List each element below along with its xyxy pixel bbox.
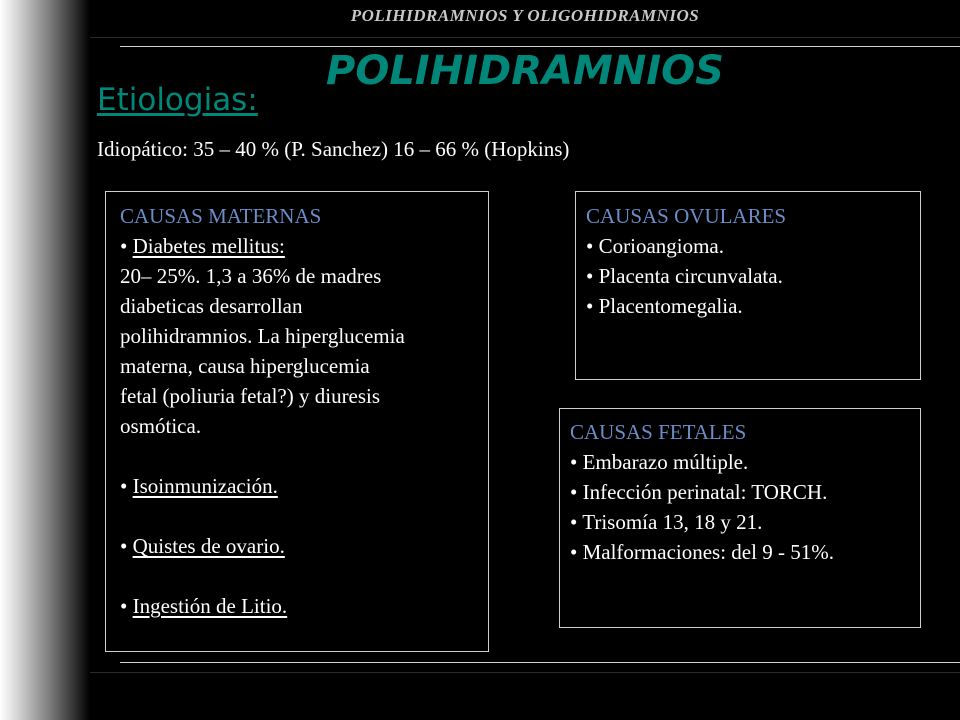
maternas-item [120, 531, 478, 561]
bullet: • [570, 480, 578, 504]
diabetes-text-line: fetal (poliuria fetal?) y diuresis [120, 384, 381, 408]
diabetes-text-line: diabeticas desarrollan [120, 294, 303, 318]
idiopathic-line: Idiopático: 35 – 40 % (P. Sanchez) 16 – 66 % (Hopkins) [97, 137, 570, 161]
diabetes-text-line: 20– 25%. 1,3 a 36% de madres [120, 264, 382, 288]
diabetes-label: Diabetes mellitus: [132, 234, 285, 258]
ovulares-heading: CAUSAS OVULARES [586, 204, 787, 228]
slide-title: POLIHIDRAMNIOS [326, 48, 724, 94]
ovulares-item [586, 291, 910, 321]
bottom-divider-dark [90, 672, 960, 673]
running-header: POLIHIDRAMNIOS Y OLIGOHIDRAMNIOS [350, 6, 700, 25]
maternas-item [120, 591, 478, 621]
maternas-item-label: Quistes de ovario. [132, 534, 285, 558]
causas-fetales-box [559, 408, 921, 628]
maternas-item-label: Ingestión de Litio. [132, 594, 288, 618]
spacer [120, 501, 478, 531]
fetales-item [570, 507, 910, 537]
diabetes-text-line: materna, causa hiperglucemia [120, 354, 370, 378]
bullet: • [586, 294, 594, 318]
bullet: • [120, 234, 128, 258]
bullet: • [570, 510, 578, 534]
left-gradient-decoration [0, 0, 90, 720]
bullet: • [586, 234, 594, 258]
maternas-item-diabetes [120, 231, 478, 261]
slide-subtitle: Etiologias: [97, 82, 258, 118]
spacer [120, 561, 478, 591]
top-divider-dark [90, 37, 960, 38]
bullet: • [120, 594, 128, 618]
fetales-item-label: Trisomía 13, 18 y 21. [582, 510, 763, 534]
fetales-item-label: Embarazo múltiple. [582, 450, 749, 474]
causas-ovulares-box [575, 191, 921, 380]
fetales-item [570, 447, 910, 477]
ovulares-item [586, 261, 910, 291]
diabetes-text-line: osmótica. [120, 414, 202, 438]
bullet: • [570, 540, 578, 564]
fetales-item [570, 537, 910, 567]
spacer [120, 441, 478, 471]
bullet: • [586, 264, 594, 288]
ovulares-item [586, 231, 910, 261]
ovulares-item-label: Corioangioma. [598, 234, 725, 258]
fetales-item-label: Malformaciones: del 9 - 51%. [582, 540, 834, 564]
top-divider [120, 46, 960, 47]
ovulares-item-label: Placenta circunvalata. [598, 264, 783, 288]
maternas-heading: CAUSAS MATERNAS [120, 204, 322, 228]
fetales-item-label: Infección perinatal: TORCH. [582, 480, 828, 504]
bottom-divider [120, 662, 960, 663]
bullet: • [120, 474, 128, 498]
causas-maternas-box [105, 191, 489, 652]
bullet: • [570, 450, 578, 474]
bullet: • [120, 534, 128, 558]
fetales-heading: CAUSAS FETALES [570, 420, 747, 444]
ovulares-item-label: Placentomegalia. [598, 294, 743, 318]
diabetes-text-line: polihidramnios. La hiperglucemia [120, 324, 405, 348]
maternas-item [120, 471, 478, 501]
fetales-item [570, 477, 910, 507]
maternas-item-label: Isoinmunización. [132, 474, 278, 498]
